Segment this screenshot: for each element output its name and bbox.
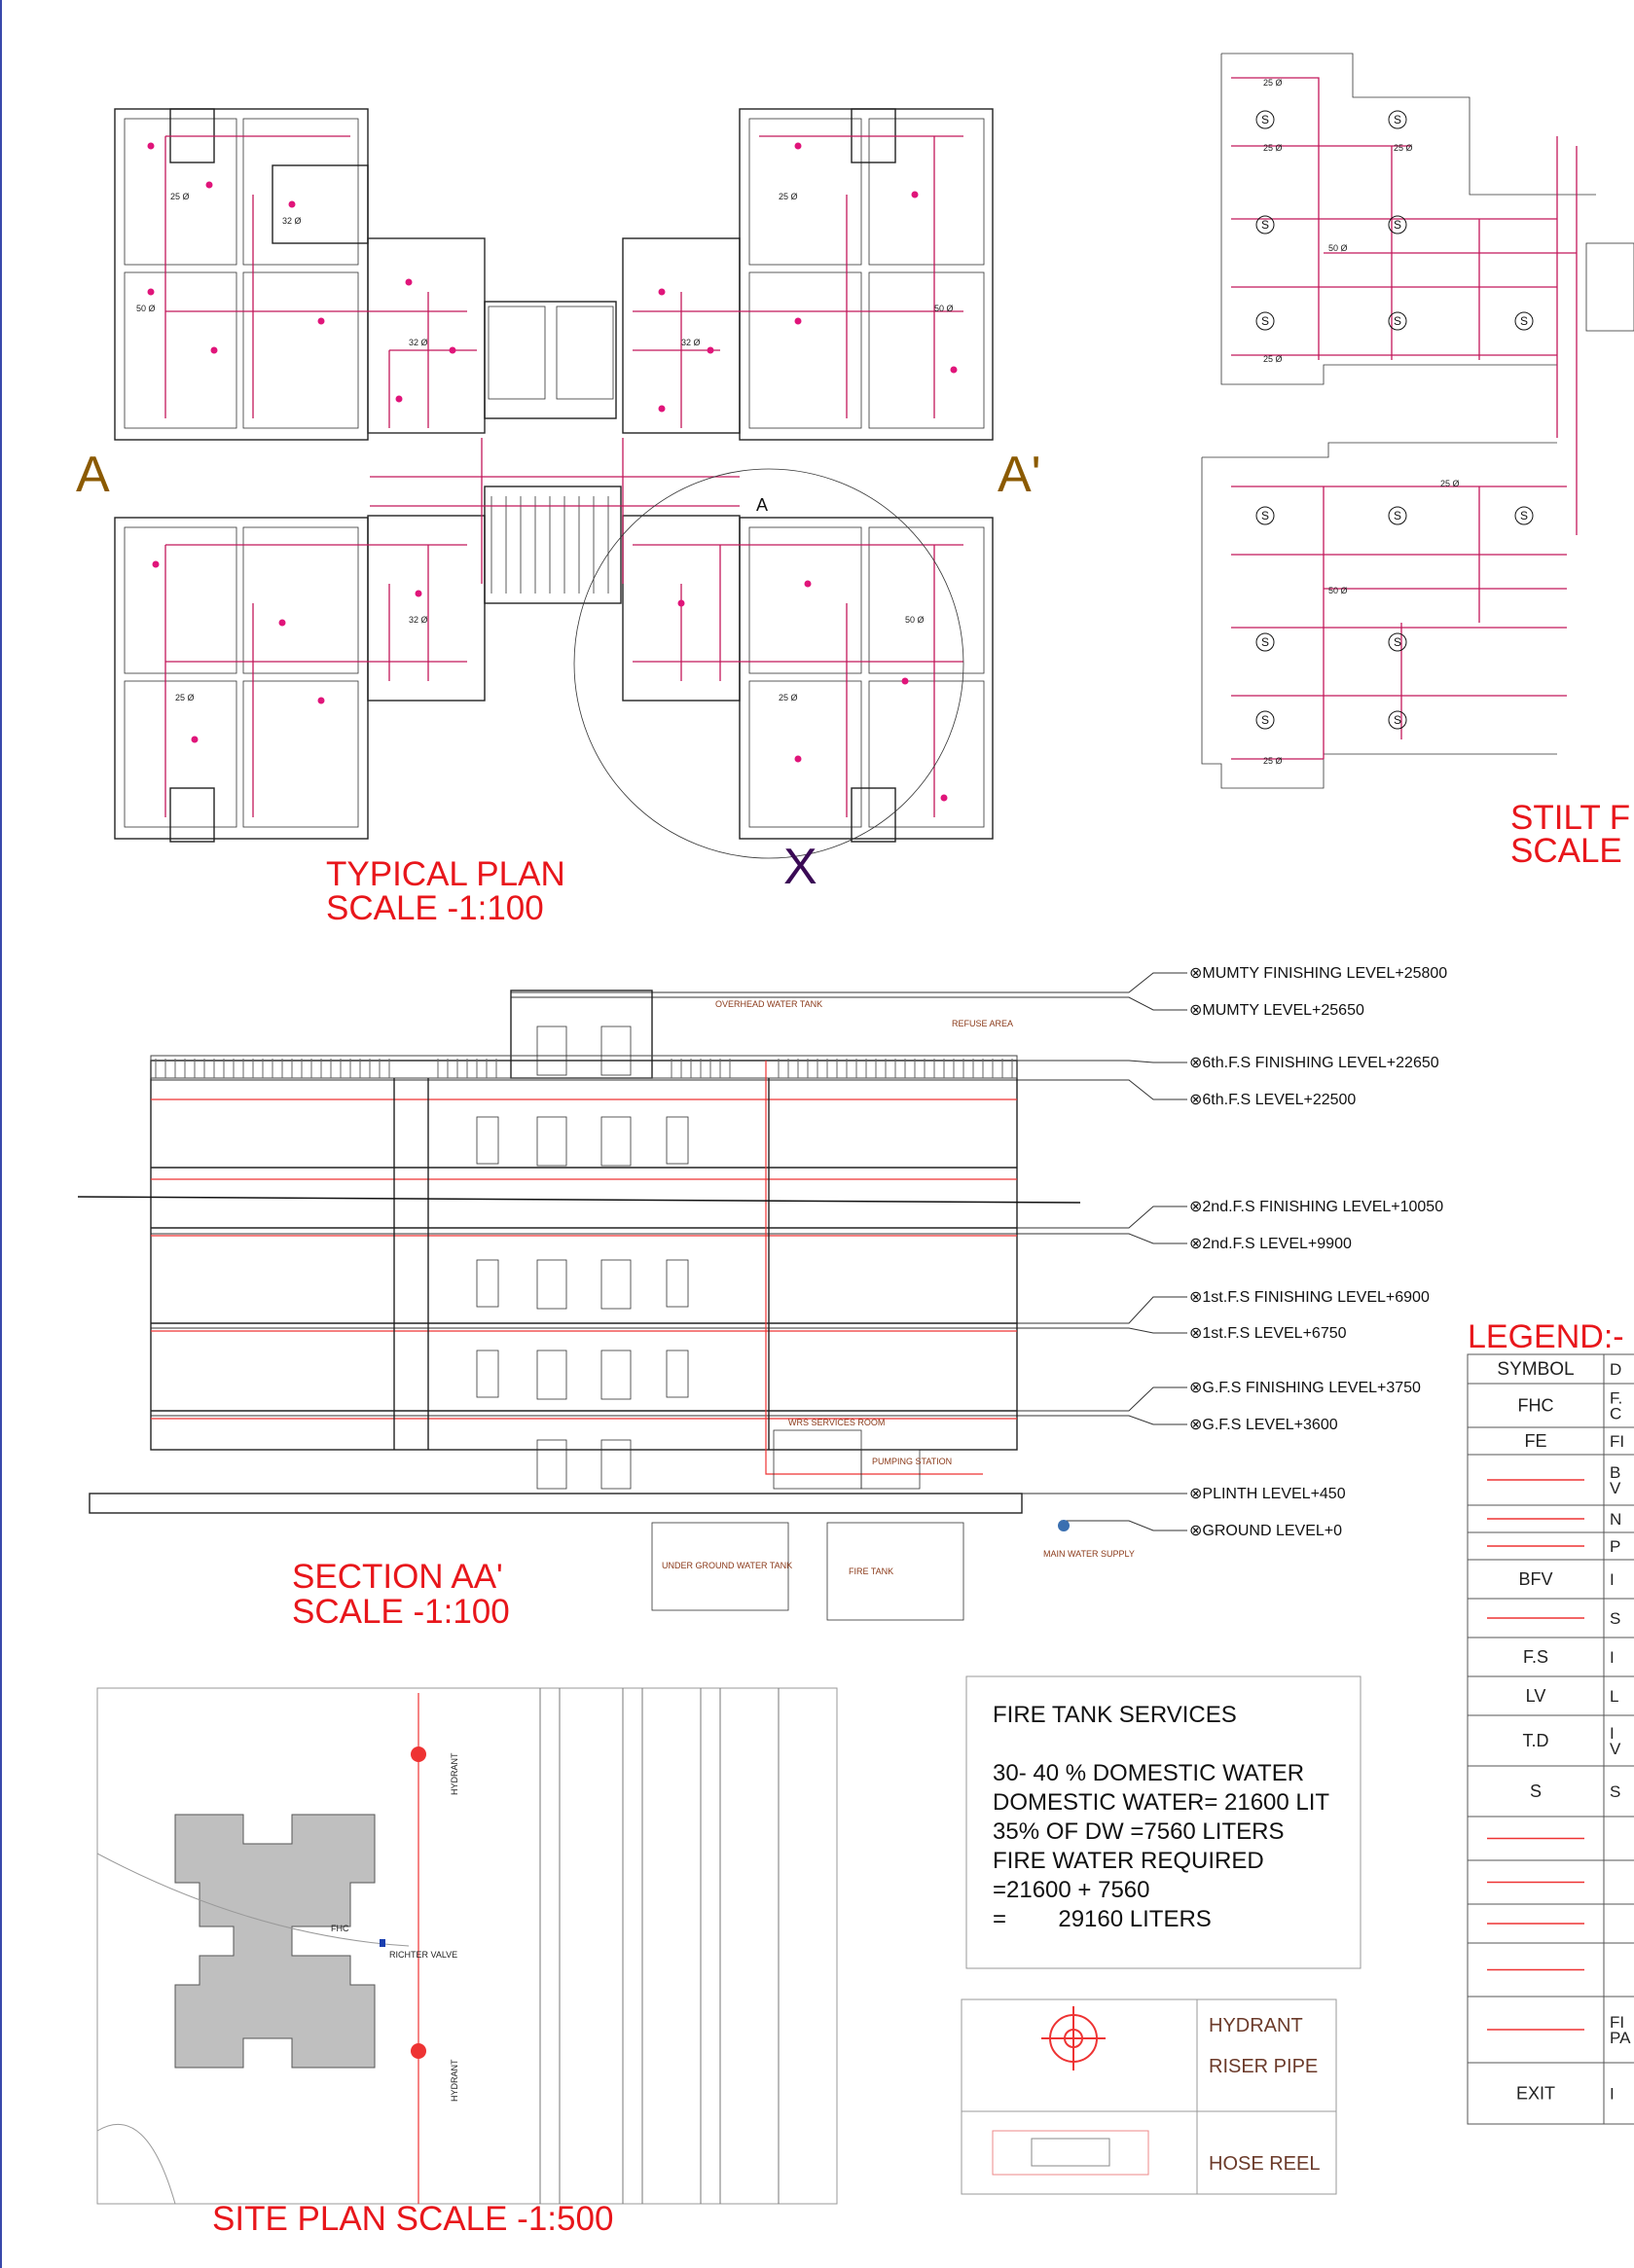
svg-text:32 Ø: 32 Ø	[409, 338, 428, 347]
svg-text:S: S	[1260, 113, 1270, 126]
svg-text:S: S	[1519, 509, 1529, 522]
legend-desc: I	[1610, 1724, 1615, 1743]
legend-desc: FI	[1610, 1432, 1625, 1451]
legend-desc: I	[1610, 1648, 1615, 1667]
legend-desc: S	[1610, 1782, 1621, 1801]
legend-desc: V	[1610, 1740, 1621, 1758]
svg-text:25 Ø: 25 Ø	[1263, 756, 1283, 766]
underground-tank-label: UNDER GROUND WATER TANK	[662, 1561, 793, 1570]
section-title: SECTION AA'	[292, 1558, 503, 1596]
svg-text:S: S	[1519, 314, 1529, 328]
legend-title: LEGEND:-	[1468, 1318, 1624, 1355]
typical-plan-scale: SCALE -1:100	[326, 889, 544, 927]
svg-text:⊗2nd.F.S FINISHING LEVEL+10050: ⊗2nd.F.S FINISHING LEVEL+10050	[1189, 1199, 1444, 1215]
svg-text:32 Ø: 32 Ø	[681, 338, 701, 347]
legend-symbol: FHC	[1517, 1395, 1554, 1416]
svg-text:25 Ø: 25 Ø	[1394, 143, 1413, 153]
section-scale: SCALE -1:100	[292, 1593, 510, 1631]
svg-text:S: S	[1393, 218, 1402, 232]
legend-symbol: F.S	[1522, 1647, 1549, 1667]
site-plan-title: SITE PLAN SCALE -1:500	[212, 2200, 614, 2238]
hydrant-box-hydrant: HYDRANT	[1209, 2015, 1303, 2036]
svg-text:25 Ø: 25 Ø	[175, 693, 195, 702]
pumping-station-label: PUMPING STATION	[872, 1457, 953, 1466]
legend-desc: I	[1610, 2084, 1615, 2104]
hydrant-box-hose: HOSE REEL	[1209, 2153, 1321, 2175]
svg-text:25 Ø: 25 Ø	[779, 192, 798, 201]
fire-tank-label: FIRE TANK	[849, 1566, 894, 1576]
svg-text:50 Ø: 50 Ø	[1328, 586, 1348, 595]
stilt-plan-scale: SCALE	[1510, 832, 1622, 870]
svg-text:S: S	[1393, 713, 1402, 727]
notes-line: =21600 + 7560	[993, 1877, 1150, 1903]
svg-text:25 Ø: 25 Ø	[1263, 78, 1283, 88]
svg-text:S: S	[1260, 218, 1270, 232]
legend-desc: B	[1610, 1463, 1621, 1482]
legend-desc: V	[1610, 1479, 1621, 1497]
svg-text:50 Ø: 50 Ø	[136, 304, 156, 313]
svg-text:⊗PLINTH LEVEL+450: ⊗PLINTH LEVEL+450	[1189, 1486, 1346, 1502]
legend-symbol: SYMBOL	[1497, 1359, 1575, 1380]
svg-text:25 Ø: 25 Ø	[1263, 143, 1283, 153]
svg-text:25 Ø: 25 Ø	[1440, 479, 1460, 488]
legend-desc: N	[1610, 1510, 1622, 1529]
svg-text:⊗1st.F.S LEVEL+6750: ⊗1st.F.S LEVEL+6750	[1189, 1325, 1347, 1342]
svg-text:⊗G.F.S FINISHING LEVEL+3750: ⊗G.F.S FINISHING LEVEL+3750	[1189, 1380, 1421, 1396]
legend-desc: S	[1610, 1609, 1621, 1628]
hydrant-box-riser: RISER PIPE	[1209, 2056, 1319, 2077]
hydrant-bottom-label: HYDRANT	[450, 2059, 459, 2102]
svg-text:⊗6th.F.S LEVEL+22500: ⊗6th.F.S LEVEL+22500	[1189, 1092, 1357, 1108]
notes-line: FIRE WATER REQUIRED	[993, 1848, 1264, 1874]
legend-symbol: LV	[1525, 1686, 1546, 1706]
svg-text:⊗MUMTY FINISHING LEVEL+25800: ⊗MUMTY FINISHING LEVEL+25800	[1189, 965, 1448, 982]
section-mark-right: A'	[998, 447, 1041, 503]
overhead-tank-label: OVERHEAD WATER TANK	[715, 999, 823, 1009]
legend-desc: PA	[1610, 2029, 1631, 2047]
legend-symbol: BFV	[1518, 1569, 1553, 1589]
hydrant-top-label: HYDRANT	[450, 1752, 459, 1795]
notes-line: 30- 40 % DOMESTIC WATER	[993, 1760, 1305, 1786]
svg-text:⊗2nd.F.S LEVEL+9900: ⊗2nd.F.S LEVEL+9900	[1189, 1236, 1352, 1252]
svg-text:25 Ø: 25 Ø	[1263, 354, 1283, 364]
svg-text:S: S	[1393, 314, 1402, 328]
svg-text:⊗GROUND LEVEL+0: ⊗GROUND LEVEL+0	[1189, 1523, 1343, 1539]
richter-valve-label: RICHTER VALVE	[389, 1950, 458, 1960]
svg-text:50 Ø: 50 Ø	[934, 304, 954, 313]
notes-line: = 29160 LITERS	[993, 1906, 1212, 1932]
svg-text:S: S	[1393, 635, 1402, 649]
legend-symbol: FE	[1524, 1431, 1547, 1451]
legend-desc: L	[1610, 1687, 1619, 1706]
svg-text:25 Ø: 25 Ø	[779, 693, 798, 702]
legend-desc: FI	[1610, 2013, 1625, 2032]
fhc-label: FHC	[331, 1924, 349, 1933]
svg-text:32 Ø: 32 Ø	[409, 615, 428, 625]
svg-text:32 Ø: 32 Ø	[282, 216, 302, 226]
svg-text:S: S	[1260, 713, 1270, 727]
legend-symbol: T.D	[1522, 1731, 1549, 1750]
svg-text:50 Ø: 50 Ø	[905, 615, 925, 625]
detail-x-label: X	[783, 839, 817, 895]
main-supply-label: MAIN WATER SUPPLY	[1043, 1549, 1135, 1559]
legend-desc: I	[1610, 1570, 1615, 1589]
notes-line: 35% OF DW =7560 LITERS	[993, 1818, 1285, 1845]
refuse-area-label: REFUSE AREA	[952, 1019, 1014, 1028]
svg-text:S: S	[1393, 509, 1402, 522]
svg-text:25 Ø: 25 Ø	[170, 192, 190, 201]
svg-text:S: S	[1260, 635, 1270, 649]
svg-text:S: S	[1393, 113, 1402, 126]
svg-text:S: S	[1260, 509, 1270, 522]
notes-heading: FIRE TANK SERVICES	[993, 1702, 1237, 1728]
svg-text:⊗1st.F.S FINISHING LEVEL+6900: ⊗1st.F.S FINISHING LEVEL+6900	[1189, 1289, 1430, 1306]
legend-desc: D	[1610, 1360, 1622, 1379]
svg-text:S: S	[1260, 314, 1270, 328]
legend-desc: C	[1610, 1404, 1622, 1423]
svg-text:⊗G.F.S LEVEL+3600: ⊗G.F.S LEVEL+3600	[1189, 1417, 1338, 1433]
legend-desc: F.	[1610, 1388, 1623, 1408]
wrs-room-label: WRS SERVICES ROOM	[788, 1418, 886, 1427]
stilt-plan-title: STILT F	[1510, 799, 1631, 837]
legend-symbol: S	[1529, 1782, 1543, 1801]
notes-line: DOMESTIC WATER= 21600 LIT	[993, 1789, 1330, 1816]
section-mark-left: A	[76, 447, 110, 503]
legend-desc: P	[1610, 1537, 1621, 1556]
legend-symbol: EXIT	[1515, 2083, 1556, 2104]
typical-plan-title: TYPICAL PLAN	[326, 855, 565, 893]
point-a-label: A	[756, 495, 769, 515]
svg-text:⊗6th.F.S FINISHING LEVEL+22650: ⊗6th.F.S FINISHING LEVEL+22650	[1189, 1055, 1439, 1071]
svg-text:50 Ø: 50 Ø	[1328, 243, 1348, 253]
svg-text:⊗MUMTY LEVEL+25650: ⊗MUMTY LEVEL+25650	[1189, 1002, 1364, 1019]
